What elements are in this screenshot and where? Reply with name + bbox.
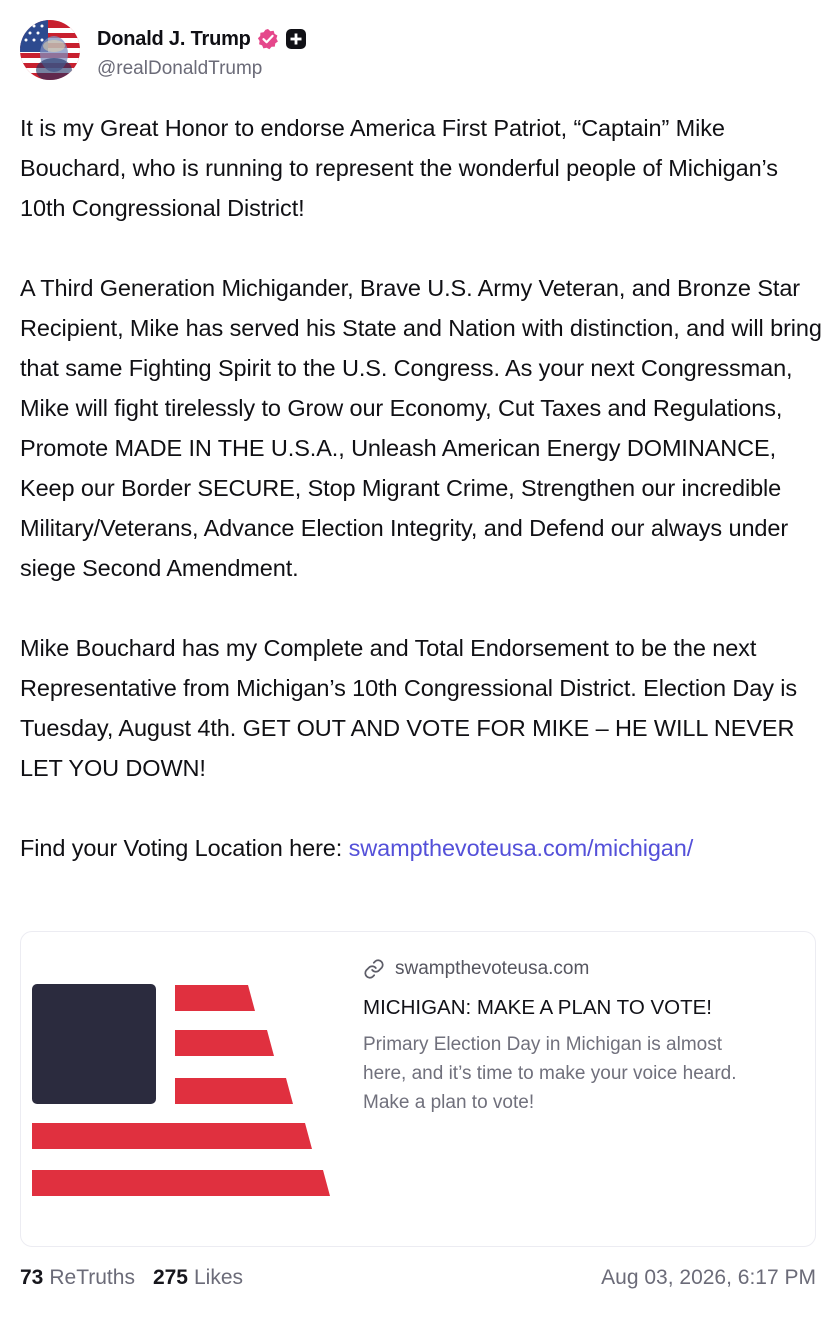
stylized-flag-logo-icon — [31, 982, 336, 1202]
name-row — [97, 26, 307, 52]
display-name[interactable]: Donald J. Trump — [97, 27, 251, 50]
retruths-label: ReTruths — [49, 1266, 135, 1289]
retruths-stat[interactable] — [20, 1266, 135, 1290]
post-paragraph: A Third Generation Michigander, Brave U.S. Army Veteran, and Bronze Star Recipient, Mike has served his State and Nation with distinction, and will bring that same Fighting Spirit to the U.S. Congress. As your next Congressman, Mike will fight tirelessly to Grow our Economy, Cut Taxes and Regulations, Promote MADE IN THE U.S.A., Unleash American Energy DOMINANCE, Keep our Border SECURE, Stop Migrant Crime, Strengthen our incredible Military/Veterans, Advance Election Integrity, and Defend our always under siege Second Amendment. — [20, 275, 822, 581]
post-body — [20, 108, 825, 868]
likes-count: 275 — [152, 1266, 188, 1289]
card-description: Primary Election Day in Michigan is almost here, and it’s time to make your voice heard. Make a plan to vote! — [363, 1034, 737, 1113]
post-timestamp[interactable]: Aug 03, 2026, 6:17 PM — [601, 1266, 816, 1289]
flag-portrait-avatar-icon — [20, 20, 80, 80]
plus-badge-icon — [285, 28, 307, 50]
post-stats — [20, 1266, 243, 1290]
post-footer — [20, 1262, 816, 1294]
verified-badge-icon — [257, 28, 279, 50]
card-domain: swampthevoteusa.com — [395, 958, 590, 979]
voting-location-line — [20, 828, 825, 868]
post-paragraph: It is my Great Honor to endorse America First Patriot, “Captain” Mike Bouchard, who is running to represent the wonderful people of Michigan’s 10th Congressional District! — [20, 115, 778, 221]
voting-location-link[interactable]: swampthevoteusa.com/michigan/ — [348, 835, 694, 861]
likes-stat[interactable] — [153, 1266, 243, 1290]
link-preview-card[interactable] — [20, 931, 816, 1247]
card-meta — [363, 954, 803, 1117]
post-paragraph: Mike Bouchard has my Complete and Total Endorsement to be the next Representative from Michigan’s 10th Congressional District. Election Day is Tuesday, August 4th. GET OUT AND VOTE FOR MIKE – HE WILL NEVER LET YOU DOWN! — [20, 635, 798, 781]
card-domain-row — [363, 954, 803, 984]
user-handle[interactable]: @realDonaldTrump — [97, 58, 263, 79]
link-icon — [363, 958, 385, 980]
retruths-count: 73 — [20, 1266, 44, 1289]
likes-label: Likes — [194, 1266, 244, 1289]
voting-location-prefix: Find your Voting Location here: — [20, 835, 349, 861]
post-header — [20, 20, 820, 82]
avatar[interactable] — [20, 20, 80, 80]
card-title[interactable]: MICHIGAN: MAKE A PLAN TO VOTE! — [363, 996, 712, 1019]
